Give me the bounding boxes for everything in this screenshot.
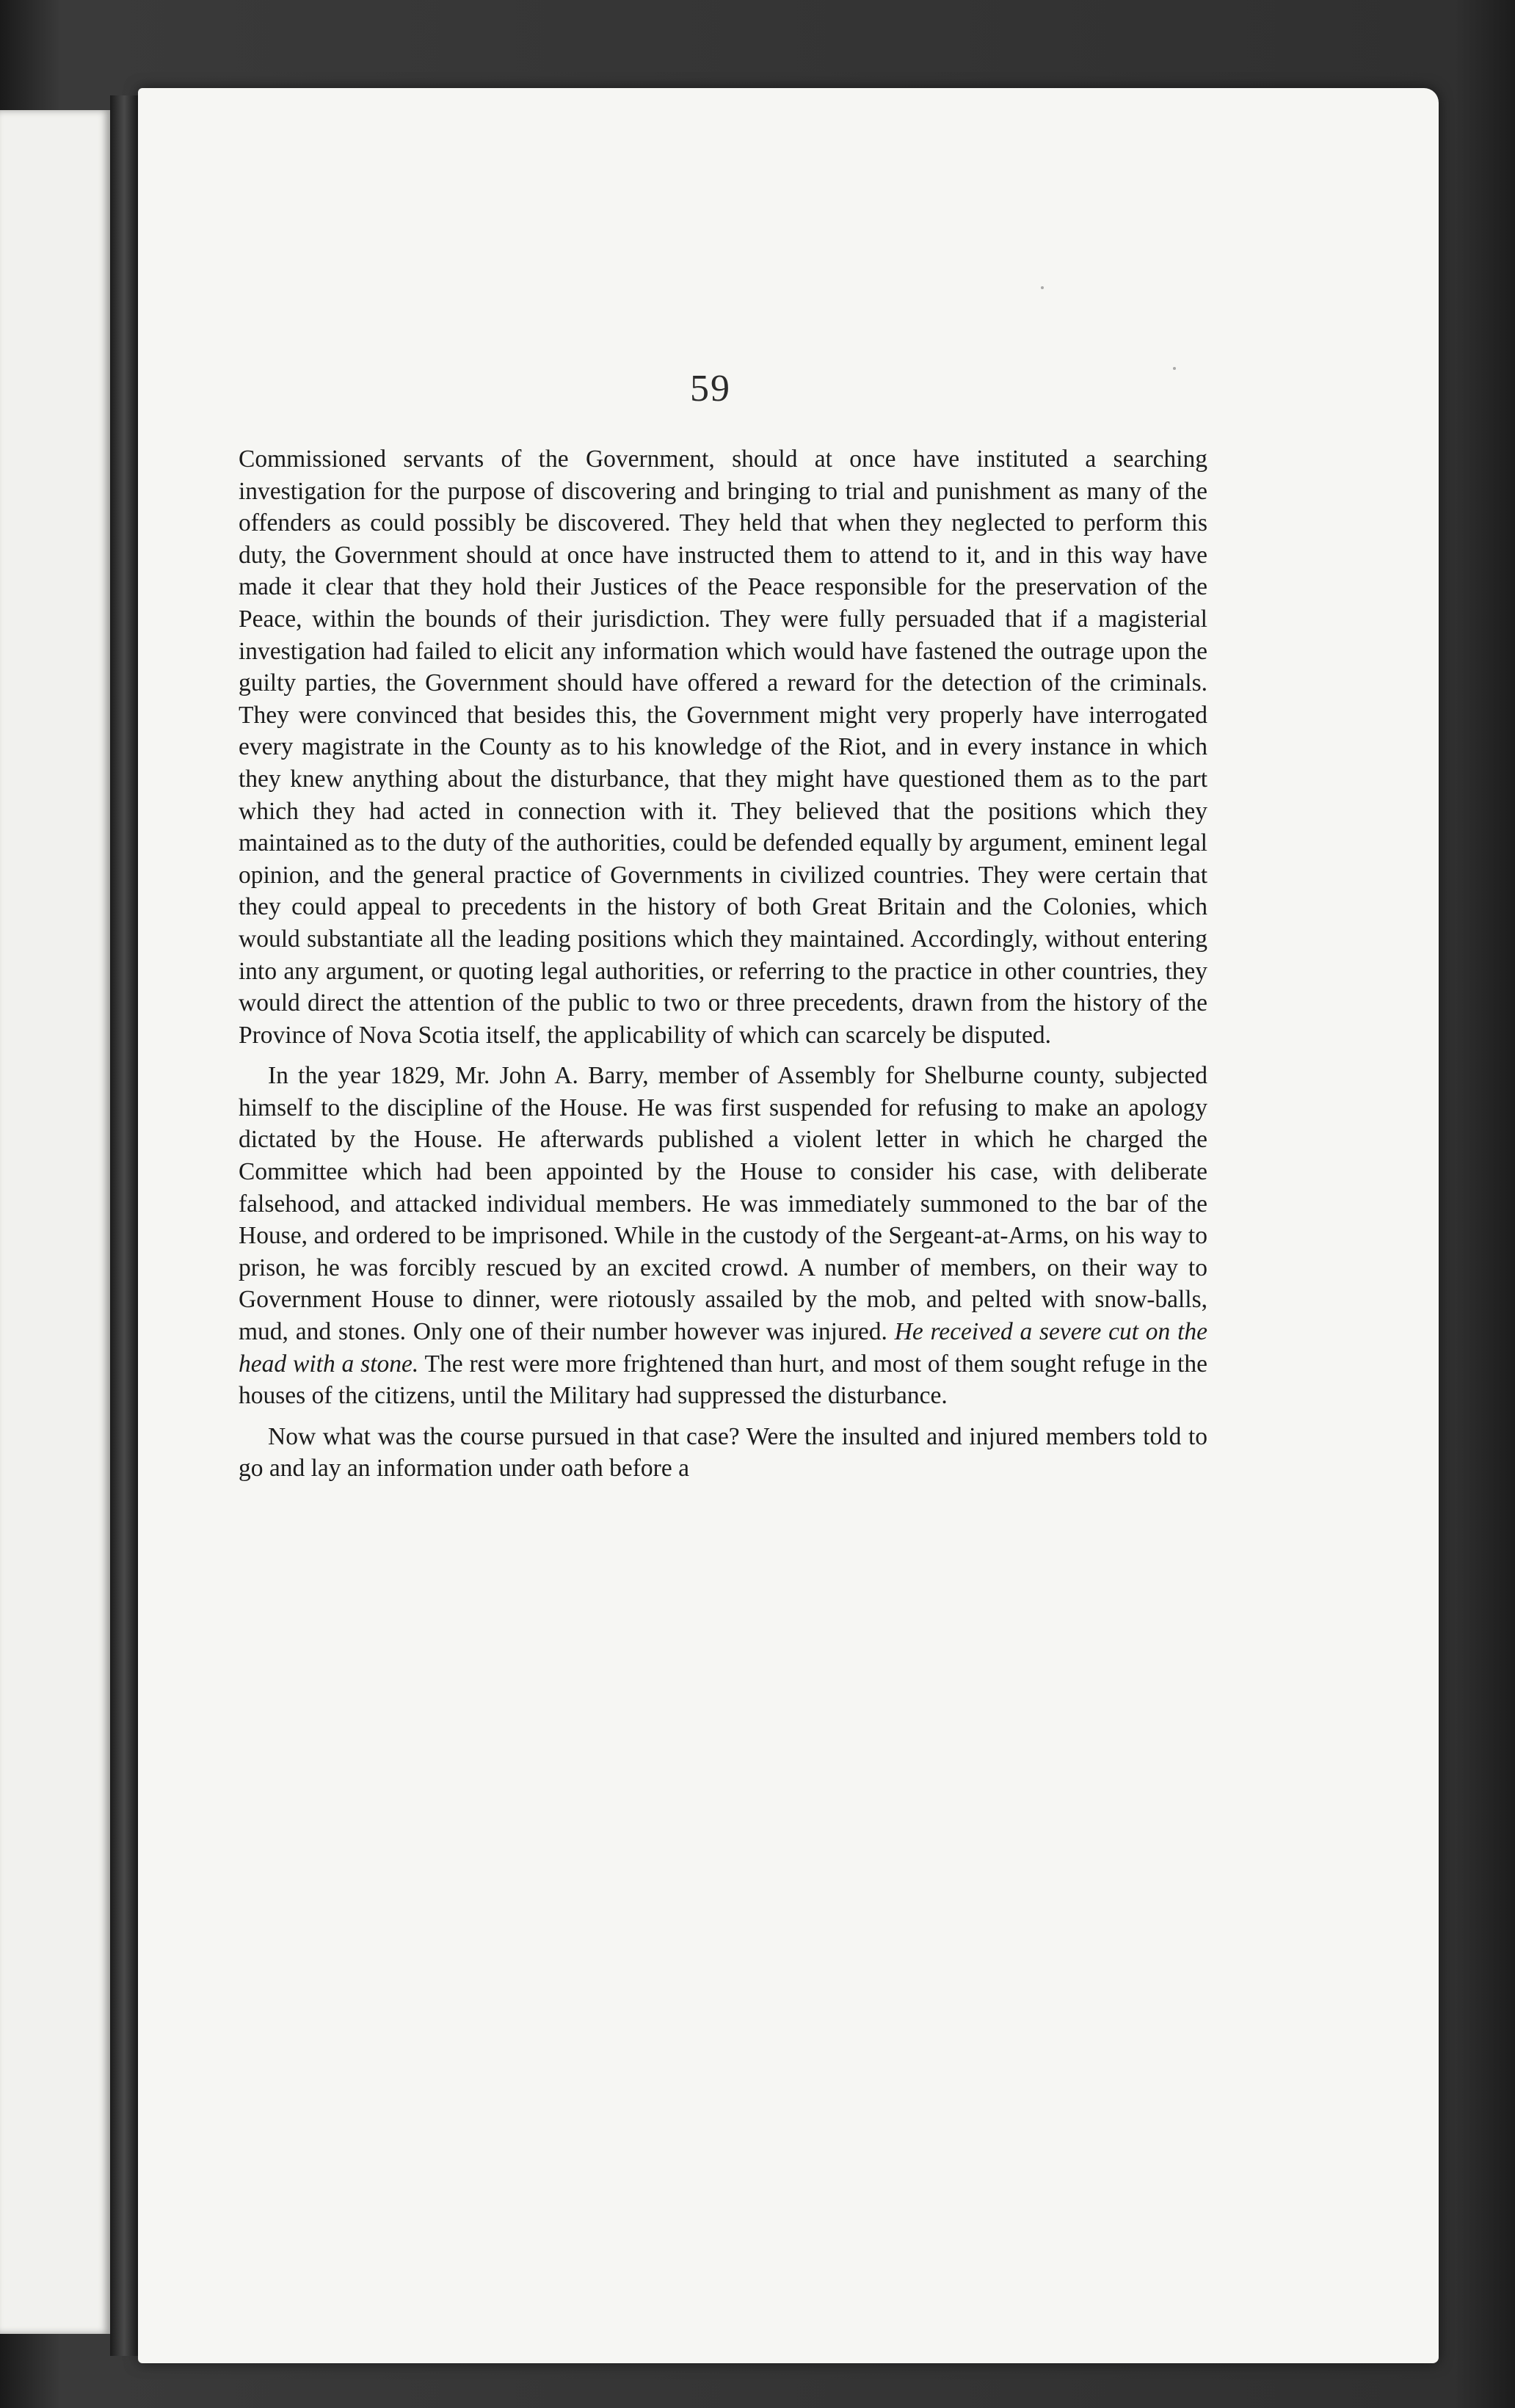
- paragraph-2-italic: He received a severe cut on the head with a stone.: [239, 1318, 1207, 1378]
- previous-page-edge: [0, 110, 110, 2334]
- paragraph-1: Commissioned servants of the Government, should at once have instituted a searching investigation for the purpose of discovering and bringing to trial and punishment as many of the offenders as could possibly be discovered. They held that when they neglected to perform this duty, the Government should at once have instructed them to attend to it, and in this way have made it clear that they hold their Justices of the Peace responsible for the preservation of the Peace, within the bounds of their jurisdiction. They were fully persuaded that if a magisterial investigation had failed to elicit any information which would have fastened the outrage upon the guilty parties, the Government should have offered a reward for the detection of the criminals. They were convinced that besides this, the Government might very properly have interrogated every magistrate in the County as to his knowledge of the Riot, and in every instance in which they knew anything about the disturbance, that they might have questioned them as to the part which they had acted in connection with it. They believed that the positions which they maintained as to the duty of the authorities, could be defended equally by argument, eminent legal opinion, and the general practice of Governments in civilized countries. They were certain that they could appeal to precedents in the history of both Great Britain and the Colonies, which would substantiate all the leading positions which they maintained. Accordingly, without entering into any argument, or quoting legal authorities, or referring to the practice in other countries, they would direct the attention of the public to two or three precedents, drawn from the history of the Province of Nova Scotia itself, the applicability of which can scarcely be disputed.: [239, 445, 1207, 1049]
- paragraph-2-text: In the year 1829, Mr. John A. Barry, member of Assembly for Shelburne county, subjected himself to the discipline of the House. He was first suspended for refusing to make an apology dictated by the House. He afterwards published a violent letter in which he charged the Committee which had been appointed by the House to consider his case, with deliberate falsehood, and attacked individual members. He was immediately summoned to the bar of the House, and ordered to be imprisoned. While in the custody of the Sergeant-at-Arms, on his way to prison, he was forcibly rescued by an excited crowd. A number of members, on their way to Government House to dinner, were riotously assailed by the mob, and pelted with snow-balls, mud, and stones. Only one of their number however was injured.: [239, 1062, 1207, 1346]
- paragraph-2-text-end: The rest were more frightened than hurt, and most of them sought refuge in the houses of the citizens, until the Military had suppressed the disturbance.: [239, 1350, 1207, 1410]
- body-text: [239, 443, 1207, 1485]
- page-number: 59: [690, 368, 731, 410]
- page-speck: [1173, 367, 1176, 370]
- paragraph-2: [239, 1060, 1207, 1412]
- page-speck: [1041, 286, 1044, 289]
- book-gutter: [110, 95, 138, 2356]
- paragraph-3: Now what was the course pursued in that case? Were the insulted and injured members told to go and lay an information under oath before a: [239, 1422, 1207, 1483]
